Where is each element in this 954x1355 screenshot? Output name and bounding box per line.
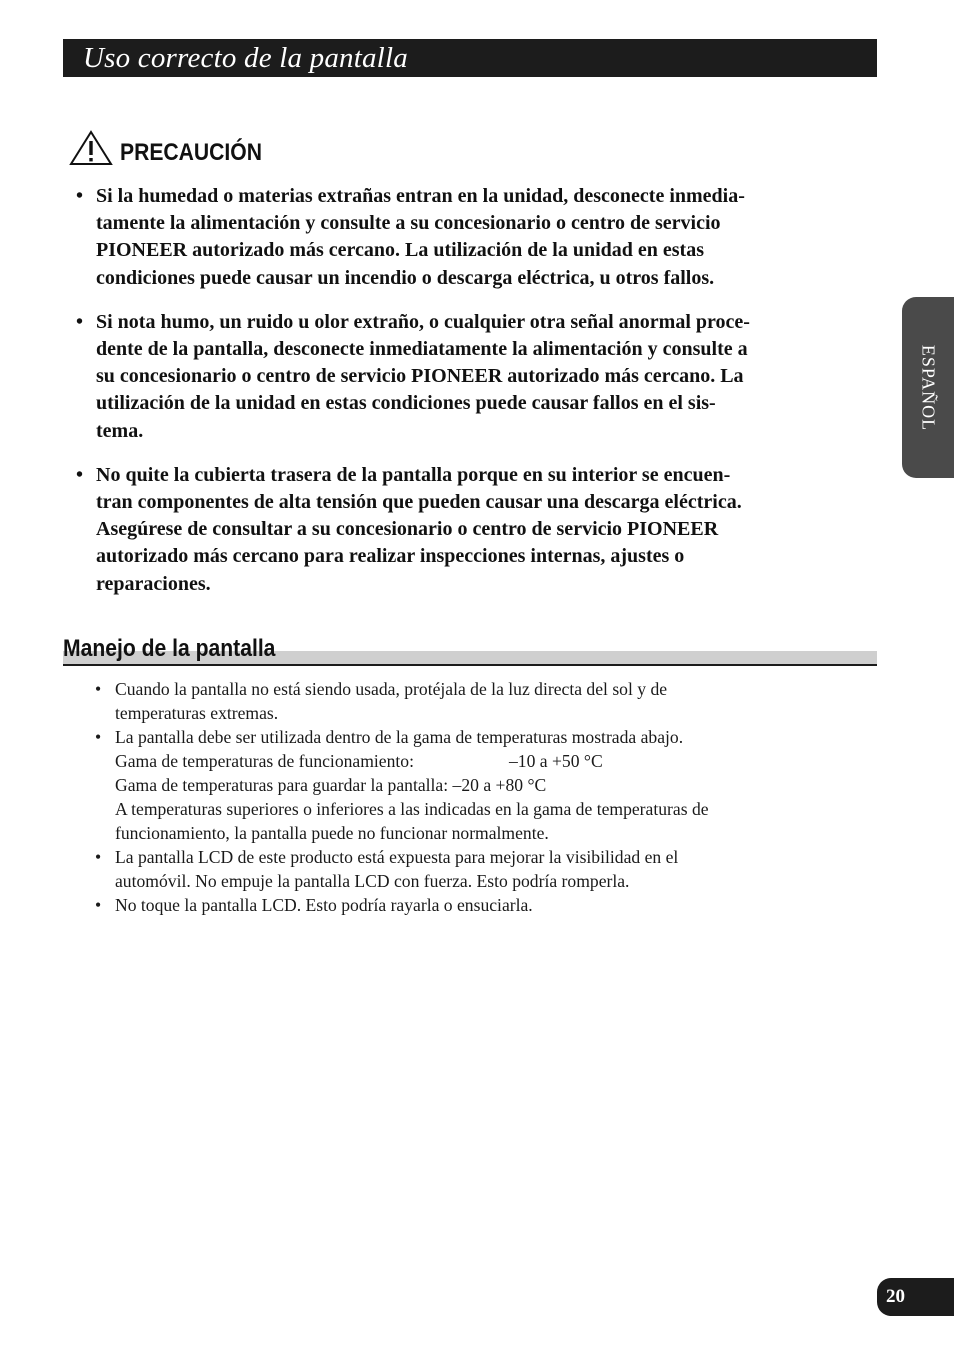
temperature-intro: • La pantalla debe ser utilizada dentro de la gama de temperaturas mostrada abajo. [115, 727, 684, 747]
handling-item: • La pantalla LCD de este producto está expuesta para mejorar la visibilidad en el automóvil. No empuje la pantalla LCD con fuerza. Esto podría romperla. [95, 845, 825, 893]
handling-item-temperature [95, 725, 825, 845]
handling-item: • No toque la pantalla LCD. Esto podría rayarla o ensuciarla. [95, 893, 825, 917]
caution-list [76, 183, 856, 615]
caution-item: • Si nota humo, un ruido u olor extraño, o cualquier otra señal anormal proce- dente de la pantalla, desconecte inmediatamente la alimentación y consulte a su concesionario o centro de servicio PIONEER autorizado más cercano. La utilización de la unidad en estas condiciones puede causar fallos en el sis- tema. [76, 309, 856, 445]
handling-title: Manejo de la pantalla [63, 635, 276, 662]
operating-temperature-value: –10 a +50 °C [509, 751, 603, 771]
caution-item: • No quite la cubierta trasera de la pantalla porque en su interior se encuen- tran componentes de alta tensión que pueden causar una descarga eléctrica. Asegúrese de consultar a su concesionario o centro de servicio PIONEER autorizado más cercano para realizar inspecciones internas, ajustes o reparaciones. [76, 462, 856, 598]
handling-item: • Cuando la pantalla no está siendo usada, protéjala de la luz directa del sol y de temperaturas extremas. [95, 677, 825, 725]
page-title-bar [63, 39, 877, 77]
caution-title: PRECAUCIÓN [120, 139, 262, 166]
handling-list [95, 677, 825, 917]
warning-triangle-icon [69, 130, 113, 166]
handling-section-heading [63, 634, 877, 670]
temperature-note: A temperaturas superiores o inferiores a las indicadas en la gama de temperaturas de funcionamiento, la pantalla puede no funcionar normalmente. [115, 799, 709, 843]
page-number-tab [877, 1278, 954, 1316]
page-number: 20 [886, 1286, 905, 1307]
language-side-tab [902, 297, 954, 478]
storage-temperature-label: Gama de temperaturas para guardar la pantalla: [115, 775, 453, 795]
storage-temperature-row [115, 773, 825, 797]
storage-temperature-value: –20 a +80 °C [452, 775, 547, 795]
caution-item: • Si la humedad o materias extrañas entran en la unidad, desconecte inmedia- tamente la alimentación y consulte a su concesionario o centro de servicio PIONEER autorizado más cercano. La utilización de la unidad en estas condiciones puede causar un incendio o descarga eléctrica, u otros fallos. [76, 183, 856, 292]
language-label: ESPAÑOL [918, 344, 939, 431]
operating-temperature-row [115, 749, 825, 773]
page-title: Uso correcto de la pantalla [83, 41, 408, 74]
operating-temperature-label: Gama de temperaturas de funcionamiento: [115, 751, 414, 771]
caution-heading [69, 130, 281, 166]
